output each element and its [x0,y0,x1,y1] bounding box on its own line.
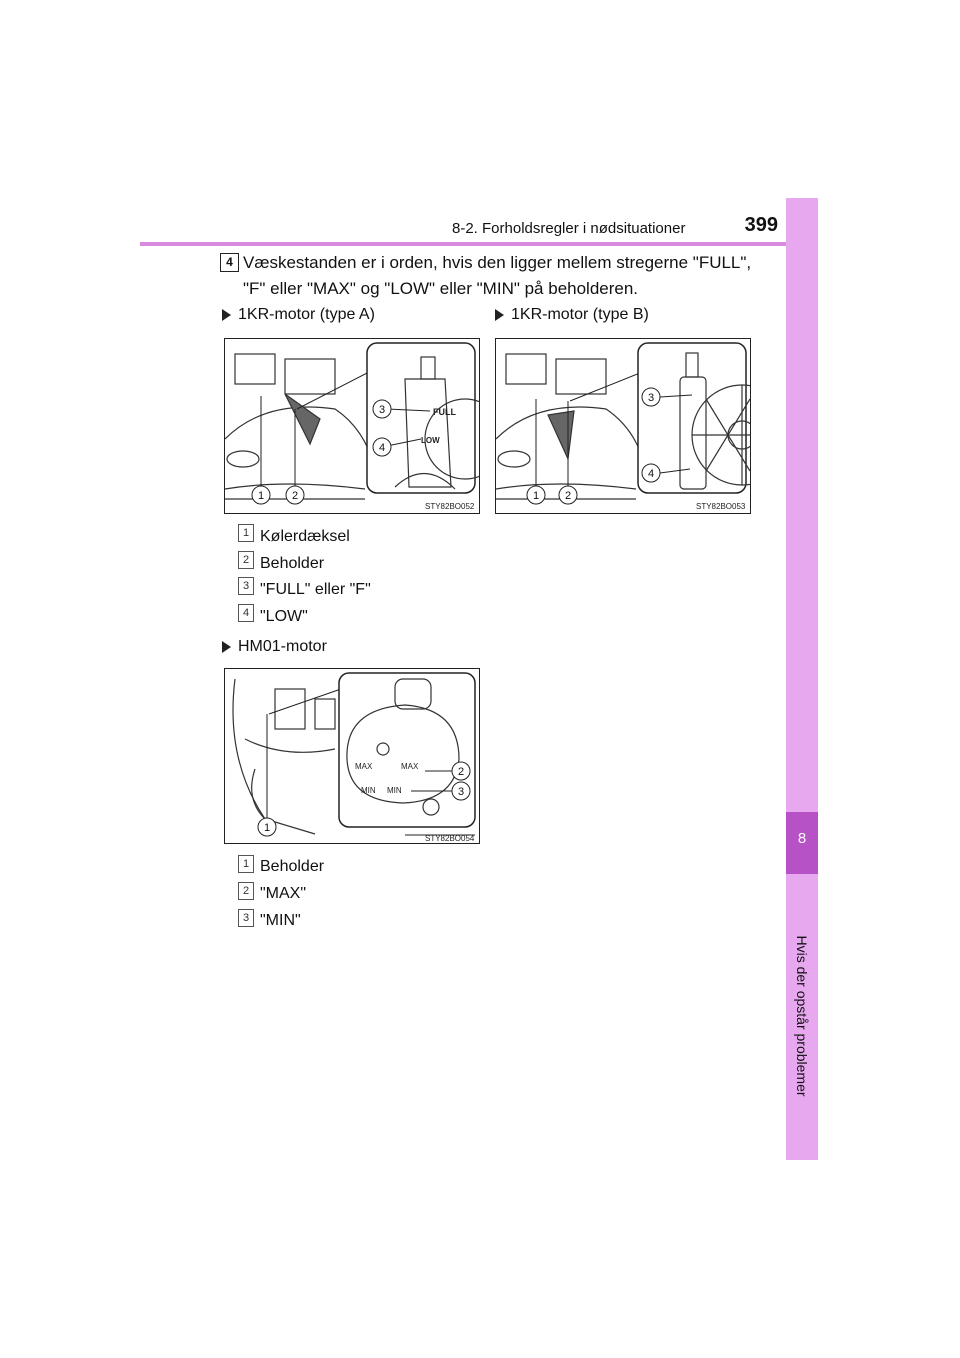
triangle-bullet-icon [495,309,504,321]
step-number: 4 [220,253,239,272]
figure-c [224,668,480,844]
legend-hm-num-3: 3 [238,909,254,927]
chapter-title: Hvis der opstår problemer [794,935,810,1097]
figure-c-code: STY82BO054 [425,834,475,843]
figure-b-caption [495,306,649,324]
figure-a [224,338,480,514]
legend-num-1: 1 [238,524,254,542]
figure-a-caption [222,306,375,324]
triangle-bullet-icon [222,641,231,653]
section-title: 8-2. Forholdsregler i nødsituationer [452,220,686,237]
callout-2-label: 2 [291,490,299,502]
legend-num-3: 3 [238,577,254,595]
callout-2-label: 2 [457,766,465,778]
legend-num-2: 2 [238,551,254,569]
legend-label-4: "LOW" [260,608,308,625]
callout-3-label: 3 [647,392,655,404]
tank-label-low: LOW [421,436,440,445]
legend-hm-label-3: "MIN" [260,912,301,929]
legend-hm-num-2: 2 [238,882,254,900]
callout-4-label: 4 [378,442,386,454]
figure-b-caption-text: 1KR-motor (type B) [511,306,649,323]
callout-2-label: 2 [564,490,572,502]
legend-hm-num-1: 1 [238,855,254,873]
figure-a-code: STY82BO052 [425,502,475,511]
tank-label-max-right: MAX [401,762,419,771]
legend-hm-label-2: "MAX" [260,885,307,902]
legend-label-2: Beholder [260,555,325,572]
page-number: 399 [744,214,778,236]
figure-c-caption-text: HM01-motor [238,638,327,655]
chapter-number: 8 [797,830,807,847]
legend-label-3: "FULL" eller "F" [260,581,371,598]
tank-label-full: FULL [433,407,456,417]
header-rule [140,242,818,246]
callout-1-label: 1 [257,490,265,502]
callout-3-label: 3 [378,404,386,416]
callout-3-label: 3 [457,786,465,798]
tank-label-min-left: MIN [361,786,376,795]
legend-label-1: Kølerdæksel [260,528,350,545]
callout-1-label: 1 [532,490,540,502]
legend-num-4: 4 [238,604,254,622]
figure-b-code: STY82BO053 [696,502,746,511]
tank-label-max-left: MAX [355,762,373,771]
figure-a-caption-text: 1KR-motor (type A) [238,306,375,323]
triangle-bullet-icon [222,309,231,321]
step-text: Væskestanden er i orden, hvis den ligger mellem stregerne "FULL", "F" eller "MAX" og "LOW" eller "MIN" på beholderen. [243,253,752,298]
tank-label-min-right: MIN [387,786,402,795]
callout-4-label: 4 [647,468,655,480]
figure-b [495,338,751,514]
legend-hm-label-1: Beholder [260,858,325,875]
figure-c-caption [222,638,327,656]
callout-1-label: 1 [263,822,271,834]
